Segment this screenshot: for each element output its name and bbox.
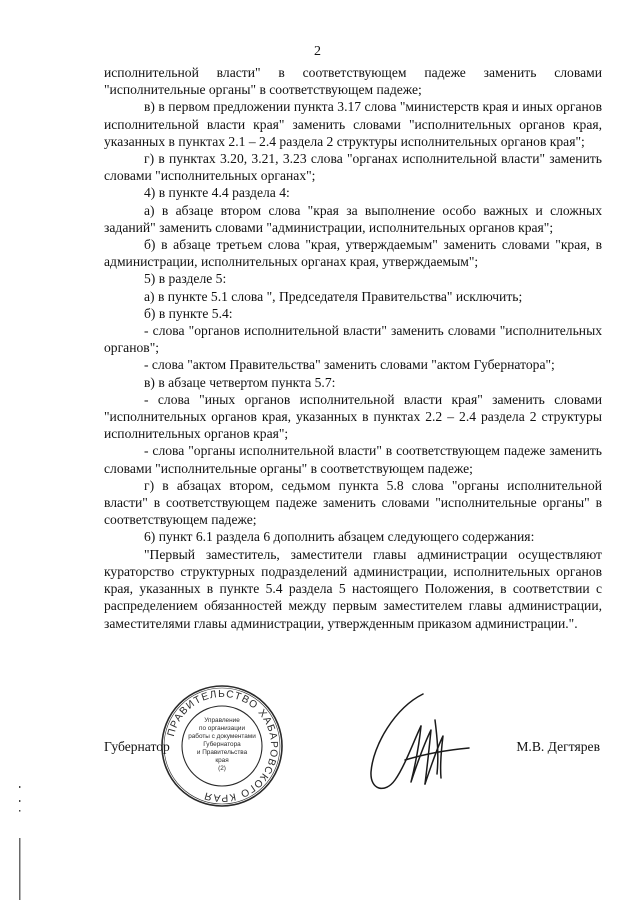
paragraph: 6) пункт 6.1 раздела 6 дополнить абзацем следующего содержания:: [144, 529, 535, 545]
seal-center-text: [188, 717, 256, 772]
paragraph: "Первый заместитель, заместители главы администрации осуществляют кураторство структурных подразделений администрации, исполнительных органов края, указанных в пункте 5.4 раздела 5 настоящего Положения, в соответствии с распределением обязанностей между первым заместителем главы администрации, заместителями главы администрации, утвержденным приказом администрации.".: [104, 546, 602, 631]
paragraph: - слова "органы исполнительной власти" в соответствующем падеже заменить словами "исполнительные органы" в соответствующем падеже;: [104, 443, 602, 476]
signatory-name: М.В. Дегтярев: [516, 739, 600, 754]
seal-line: края: [215, 757, 229, 764]
paragraph: б) в пункте 5.4:: [144, 305, 233, 321]
seal-line: Губернатора: [203, 741, 241, 748]
seal-ring-text: ПРАВИТЕЛЬСТВО ХАБАРОВСКОГО КРАЯ: [165, 688, 280, 804]
official-seal-stamp: [160, 684, 284, 808]
paragraph: а) в пункте 5.1 слова ", Председателя Правительства" исключить;: [144, 288, 523, 304]
paragraph: 5) в разделе 5:: [144, 271, 227, 287]
seal-line: и Правительства: [196, 749, 248, 756]
signatory-title: Губернатор: [104, 739, 170, 754]
document-body: [104, 64, 602, 632]
paragraph: а) в абзаце втором слова "края за выполнение особо важных и сложных заданий" заменить словами "администрации, исполнительных органов края";: [104, 202, 602, 235]
paragraph: г) в абзацах втором, седьмом пункта 5.8 слова "органы исполнительной власти" в соответствующем падеже заменить словами "исполнительные органы" в соответствующем падеже;: [104, 477, 602, 528]
seal-line: (2): [218, 765, 226, 772]
paragraph: в) в абзаце четвертом пункта 5.7:: [144, 374, 336, 390]
paragraph: - слова "органов исполнительной власти" заменить словами "исполнительных органов";: [104, 323, 602, 356]
page-number: 2: [314, 44, 321, 59]
seal-line: Управление: [204, 717, 240, 724]
paragraph: - слова "иных органов исполнительной власти края" заменить словами "исполнительных органов края, указанных в пунктах 2.2 – 2.4 раздела 2 структуры исполнительных органов края";: [104, 391, 602, 442]
paragraph: в) в первом предложении пункта 3.17 слова "министерств края и иных органов исполнительной власти края" заменить словами "исполнительных органов края, указанных в пунктах 2.1 – 2.4 раздела 2 структуры исполнительных органов края";: [104, 99, 602, 149]
paragraph: 4) в пункте 4.4 раздела 4:: [144, 185, 290, 201]
binding-margin-marks: [16, 780, 24, 900]
paragraph: исполнительной власти" в соответствующем падеже заменить словами "исполнительные органы" в соответствующем падеже;: [104, 65, 602, 98]
handwritten-signature: [365, 690, 475, 800]
paragraph: б) в абзаце третьем слова "края, утверждаемым" заменить словами "края, в администрации, исполнительных органах края, утверждаемым";: [104, 237, 602, 270]
seal-line: по организации: [198, 725, 246, 732]
paragraph: г) в пунктах 3.20, 3.21, 3.23 слова "органах исполнительной власти" заменить словами "исполнительных органах";: [104, 151, 602, 184]
paragraph: - слова "актом Правительства" заменить словами "актом Губернатора";: [144, 357, 555, 373]
seal-line: работы с документами: [188, 733, 256, 740]
